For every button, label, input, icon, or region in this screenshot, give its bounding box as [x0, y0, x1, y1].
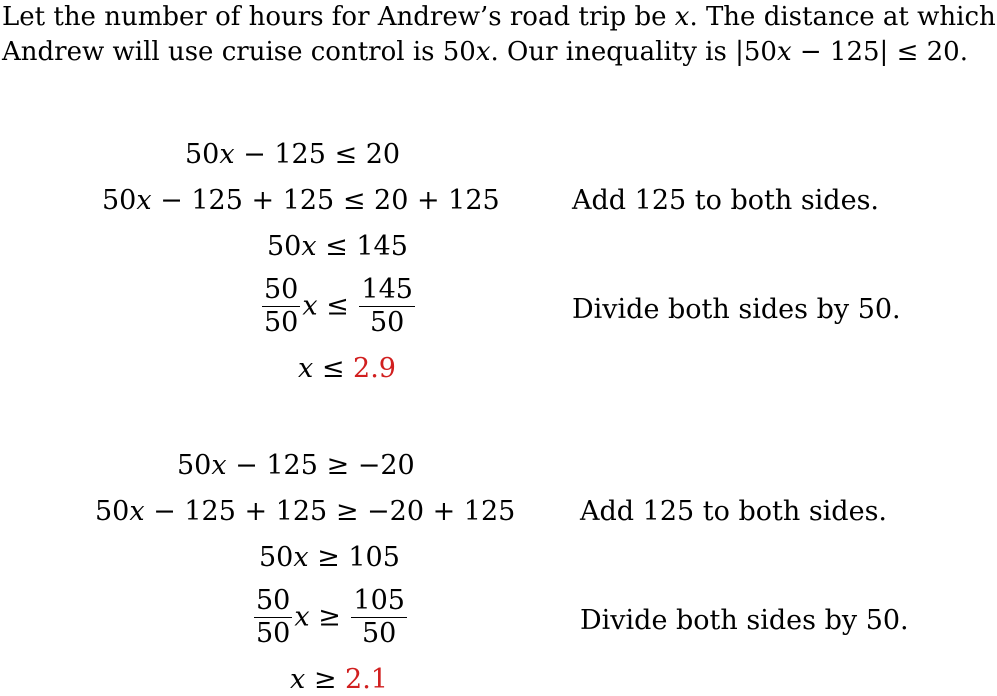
part1-step2-note: Add 125 to both sides.: [572, 185, 880, 216]
variable-x: x: [776, 37, 792, 67]
intro-text: Let the number of hours for Andrew’s road trip be: [2, 2, 675, 32]
part2-step5-equation: x ≥ 2.1: [290, 664, 388, 695]
fraction-right: $\frac{145}{50}$: [361, 274, 413, 339]
result-value: 2.1: [345, 664, 388, 695]
fraction-left: $\frac{50}{50}$: [264, 274, 299, 339]
intro-text: . Our inequality is |50: [490, 37, 777, 67]
problem-intro: [2, 0, 995, 70]
part2-step2-note: Add 125 to both sides.: [580, 496, 888, 527]
variable-x: x: [674, 2, 690, 32]
intro-text: . The distance at which: [689, 2, 996, 32]
fraction-left: $\frac{50}{50}$: [256, 585, 291, 650]
result-value: 2.9: [353, 353, 396, 384]
part2-step1-equation: 50x − 125 ≥ −20: [177, 450, 415, 481]
part2-step4-note: Divide both sides by 50.: [580, 605, 909, 636]
intro-number: 50: [442, 37, 476, 67]
part2-step3-equation: 50x ≥ 105: [259, 542, 400, 573]
intro-line-1: [2, 0, 995, 35]
part1-step5-equation: x ≤ 2.9: [298, 353, 396, 384]
fraction-right: $\frac{105}{50}$: [353, 585, 405, 650]
intro-line-2: [2, 35, 995, 70]
part1-step1-equation: 50x − 125 ≤ 20: [185, 139, 401, 170]
part1-step2-equation: 50x − 125 + 125 ≤ 20 + 125: [102, 185, 500, 216]
intro-text: Andrew will use cruise control is: [2, 37, 443, 67]
part1-step4-equation: $\frac{50}{50}$ x ≤ $\frac{145}{50}$: [264, 274, 413, 339]
part1-step3-equation: 50x ≤ 145: [267, 231, 408, 262]
part1-step4-note: Divide both sides by 50.: [572, 294, 901, 325]
intro-text: − 125| ≤ 20.: [791, 37, 968, 67]
variable-x: x: [475, 37, 491, 67]
part2-step4-equation: $\frac{50}{50}$ x ≥ $\frac{105}{50}$: [256, 585, 405, 650]
part2-step2-equation: 50x − 125 + 125 ≥ −20 + 125: [95, 496, 516, 527]
